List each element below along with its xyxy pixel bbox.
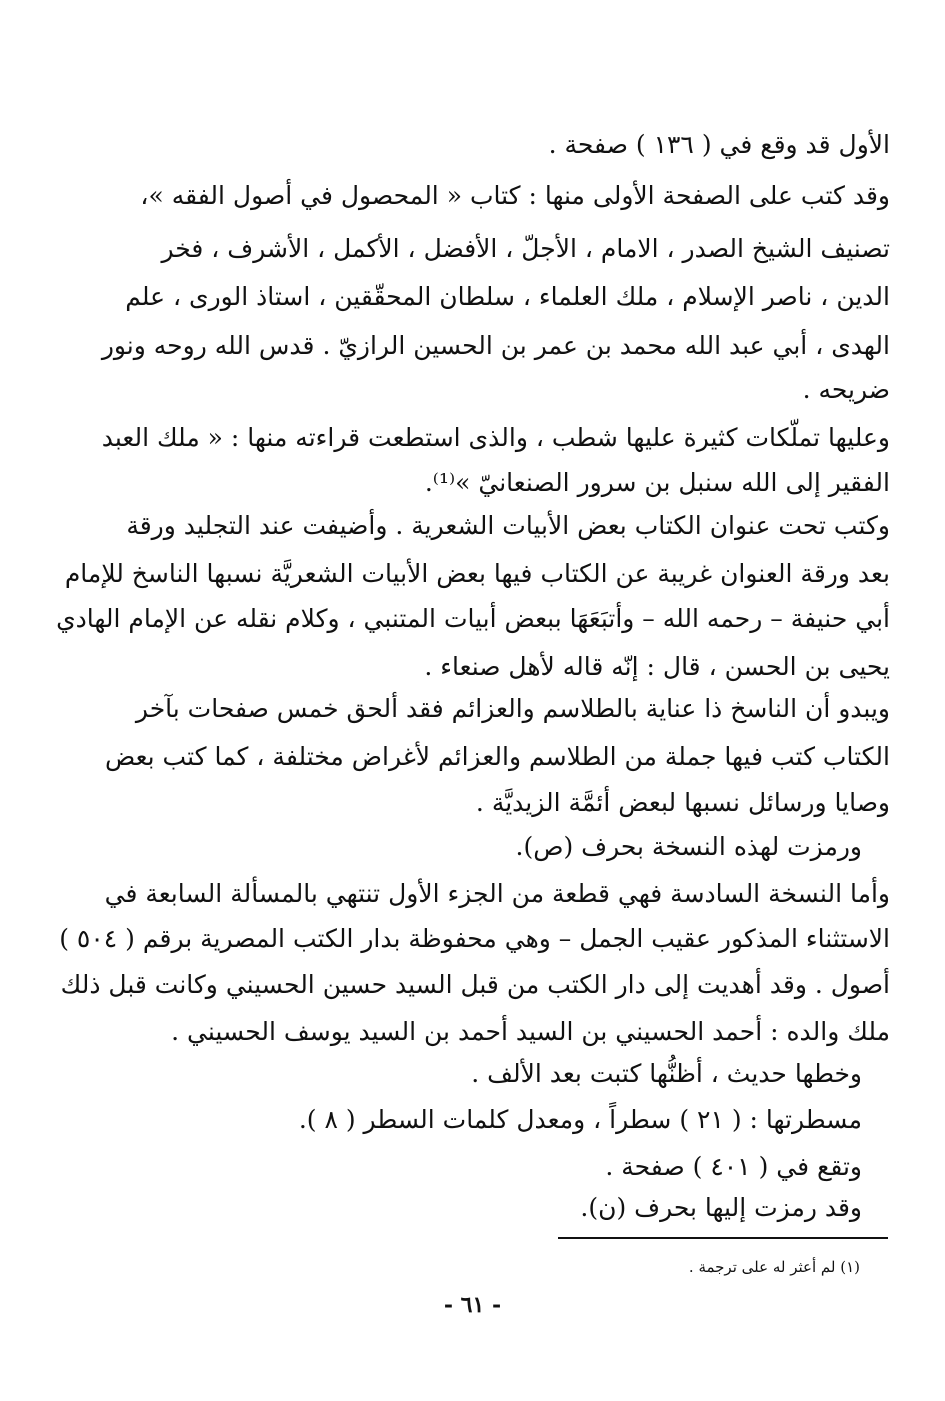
page-number: - ٦١ - — [443, 1292, 502, 1318]
text-line: ضريحه . — [802, 375, 890, 404]
text-line: وخطها حديث ، أظنُّها كتبت بعد الألف . — [471, 1059, 862, 1088]
text-line: تصنيف الشيخ الصدر ، الامام ، الأجلّ ، الأفضل ، الأكمل ، الأشرف ، فخر — [161, 234, 890, 263]
footnote: (١) لم أعثر له على ترجمة . — [688, 1258, 860, 1276]
text-line: الدين ، ناصر الإسلام ، ملك العلماء ، سلطان المحقّقين ، استاذ الورى ، علم — [125, 282, 890, 311]
text-line: وأما النسخة السادسة فهي قطعة من الجزء الأول تنتهي بالمسألة السابعة في — [104, 879, 890, 908]
text-line: وكتب تحت عنوان الكتاب بعض الأبيات الشعرية . وأضيفت عند التجليد ورقة — [126, 511, 890, 540]
text-line: الهدى ، أبي عبد الله محمد بن عمر بن الحسين الرازيّ . قدس الله روحه ونور — [101, 331, 890, 360]
text-line: مسطرتها : ( ٢١ ) سطراً ، ومعدل كلمات السطر ( ٨ ). — [298, 1105, 862, 1134]
text-line: وقد رمزت إليها بحرف (ن). — [580, 1193, 862, 1222]
text-line: ويبدو أن الناسخ ذا عناية بالطلاسم والعزائم فقد ألحق خمس صفحات بآخر — [135, 694, 890, 723]
text-line: ملك والده : أحمد الحسيني بن السيد أحمد بن السيد يوسف الحسيني . — [171, 1017, 890, 1046]
text-line: وصايا ورسائل نسبها لبعض أئمَّة الزيديَّة . — [475, 788, 890, 817]
text-line: بعد ورقة العنوان غريبة عن الكتاب فيها بعض الأبيات الشعريَّة نسبها الناسخ للإمام — [64, 559, 890, 588]
text-line: ورمزت لهذه النسخة بحرف (ص). — [515, 832, 862, 861]
text-line: الأول قد وقع في ( ١٣٦ ) صفحة . — [548, 130, 890, 159]
text-line: الاستثناء المذكور عقيب الجمل – وهي محفوظة بدار الكتب المصرية برقم ( ٥٠٤ ) — [59, 924, 890, 953]
text-line: وعليها تملّكات كثيرة عليها شطب ، والذى استطعت قراءته منها : « ملك العبد — [101, 423, 890, 452]
text-line: وقد كتب على الصفحة الأولى منها : كتاب « المحصول في أصول الفقه »، — [140, 181, 890, 210]
text-line: أصول . وقد أهديت إلى دار الكتب من قبل السيد حسين الحسيني وكانت قبل ذلك — [60, 970, 890, 999]
text-line: الكتاب كتب فيها جملة من الطلاسم والعزائم لأغراض مختلفة ، كما كتب بعض — [104, 742, 890, 771]
footnote-divider — [558, 1237, 888, 1239]
text-line: وتقع في ( ٤٠١ ) صفحة . — [605, 1152, 862, 1181]
text-line: يحيى بن الحسن ، قال : إنّه قاله لأهل صنعاء . — [424, 652, 890, 681]
text-line: الفقير إلى الله سنبل بن سرور الصنعانيّ »⁽¹⁾. — [424, 468, 890, 497]
text-line: أبي حنيفة – رحمه الله – وأتبَعَهَا ببعض أبيات المتنبي ، وكلام نقله عن الإمام الهادي — [56, 604, 890, 633]
